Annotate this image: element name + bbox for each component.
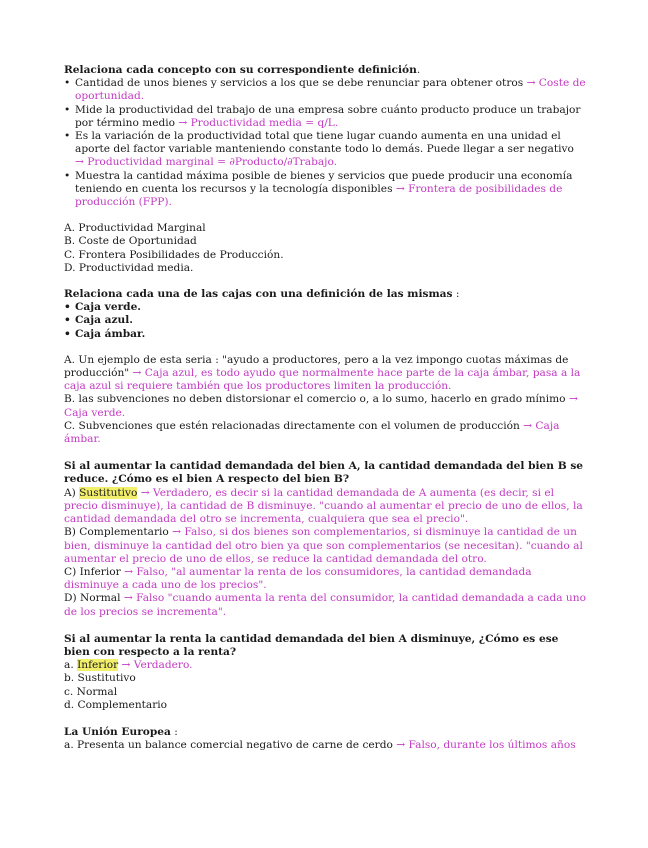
q3-answer: → Falso "cuando aumenta la renta del consumidor, la cantidad demandada a cada uno de los precios se incrementa". xyxy=(64,592,586,618)
q1-definition: • Mide la productividad del trabajo de una empresa sobre cuánto producto produce un trabajor por término medio → Productividad media = q/L. xyxy=(75,104,586,130)
q2-box: • Caja verde. xyxy=(75,301,586,314)
highlighted-option: Inferior xyxy=(77,659,119,672)
q4-answer: → Verdadero. xyxy=(118,659,193,672)
q2-definition: C. Subvenciones que estén relacionadas directamente con el volumen de producción → Caja ámbar. xyxy=(64,419,560,446)
q5-option: a. Presenta un balance comercial negativo de carne de cerdo → Falso, durante los últimos años xyxy=(64,739,576,752)
q2-boxes xyxy=(64,301,586,341)
q1-option: A. Productividad Marginal xyxy=(64,222,206,235)
highlighted-option: Sustitutivo xyxy=(79,486,138,499)
q1-answer: → Productividad media = q/L. xyxy=(178,116,339,129)
q1-answer: → Productividad marginal = ∂Producto/∂Trabajo. xyxy=(75,156,338,169)
q1-option: B. Coste de Oportunidad xyxy=(64,235,197,248)
q3-option: D) Normal → Falso "cuando aumenta la renta del consumidor, la cantidad demandada a cada uno de los precios se incrementa". xyxy=(64,592,586,618)
q2-answer: → Caja azul, es todo ayudo que normalmente hace parte de la caja ámbar, pasa a la caja azul si requiere también que los productores limiten la producción. xyxy=(64,367,581,393)
q4-title: Si al aumentar la renta la cantidad demandada del bien A disminuye, ¿Cómo es ese bien con respecto a la renta? xyxy=(64,632,559,658)
q4-option: b. Sustitutivo xyxy=(64,672,136,685)
q3-option: A) Sustitutivo → Verdadero, es decir si la cantidad demandada de A aumenta (es decir, si el precio disminuye), la cantidad de B disminuye. "cuando al aumentar el precio de uno de ellos, la cantidad demandada del otro se incrementa, cualquiera que sea el precio". xyxy=(64,486,583,526)
q3-answer: → Falso, "al aumentar la renta de los consumidores, la cantidad demandada disminuye a cada uno de los precios". xyxy=(64,565,532,592)
q2-box: • Caja ámbar. xyxy=(75,328,586,341)
q1-answer: → Frontera de posibilidades de producción (FPP). xyxy=(75,182,563,209)
q3-answer: → Falso, si dos bienes son complementarios, si disminuye la cantidad de un bien, disminuye la cantidad del otro bien ya que son complementarios (se necesitan). "cuando al aumentar el precio de uno de ellos, se reduce la cantidad demandada del otro. xyxy=(64,526,583,565)
q4-option: a. Inferior → Verdadero. xyxy=(64,659,193,672)
q1-definition: • Cantidad de unos bienes y servicios a los que se debe renunciar para obtener otros → Coste de oportunidad. xyxy=(75,77,586,103)
q2-title: Relaciona cada una de las cajas con una definición de las mismas : xyxy=(64,288,460,301)
q3-title: Si al aumentar la cantidad demandada del bien A, la cantidad demandada del bien B se reduce. ¿Cómo es el bien A respecto del bien B? xyxy=(64,460,584,486)
document-page xyxy=(64,64,586,752)
q2-answer: → Caja ámbar. xyxy=(64,419,560,446)
q3-answer: → Verdadero, es decir si la cantidad demandada de A aumenta (es decir, si el precio disminuye), la cantidad de B disminuye. "cuando al aumentar el precio de uno de ellos, la cantidad demandada del otro se incrementa, cualquiera que sea el precio". xyxy=(64,486,583,526)
q4-option: d. Complementario xyxy=(64,698,168,711)
q1-answer: → Coste de oportunidad. xyxy=(75,77,586,103)
q1-title: Relaciona cada concepto con su correspondiente definición. xyxy=(64,64,421,76)
q2-definition: B. las subvenciones no deben distorsionar el comercio o, a lo sumo, hacerlo en grado mínimo → Caja verde. xyxy=(64,393,578,419)
q1-option: C. Frontera Posibilidades de Producción. xyxy=(64,248,284,261)
q1-definition: • Es la variación de la productividad total que tiene lugar cuando aumenta en una unidad el aporte del factor variable manteniendo constante todo lo demás. Puede llegar a ser negativo → Productividad marginal = ∂Producto/∂Trabajo. xyxy=(75,130,586,170)
q5-title: La Unión Europea : xyxy=(64,725,178,738)
q1-definitions xyxy=(64,77,586,209)
q4-option: c. Normal xyxy=(64,685,118,698)
q1-option: D. Productividad media. xyxy=(64,261,194,274)
q3-option: B) Complementario → Falso, si dos bienes son complementarios, si disminuye la cantidad de un bien, disminuye la cantidad del otro bien ya que son complementarios (se necesitan). "cuando al aumentar el precio de uno de ellos, se reduce la cantidad demandada del otro. xyxy=(64,526,583,565)
q3-option: C) Inferior → Falso, "al aumentar la renta de los consumidores, la cantidad demandada disminuye a cada uno de los precios". xyxy=(64,565,532,592)
q1-definition: • Muestra la cantidad máxima posible de bienes y servicios que puede producir una economía teniendo en cuenta los recursos y la tecnología disponibles → Frontera de posibilidades de producción (FPP). xyxy=(75,170,586,210)
q2-answer: → Caja verde. xyxy=(64,393,578,419)
q5-answer: → Falso, durante los últimos años xyxy=(396,739,576,752)
q2-box: • Caja azul. xyxy=(75,314,586,327)
q2-definition: A. Un ejemplo de esta seria : "ayudo a productores, pero a la vez impongo cuotas máximas de producción" → Caja azul, es todo ayudo que normalmente hace parte de la caja ámbar, pasa a la caja azul si requiere también que los productores limiten la producción. xyxy=(64,353,581,393)
